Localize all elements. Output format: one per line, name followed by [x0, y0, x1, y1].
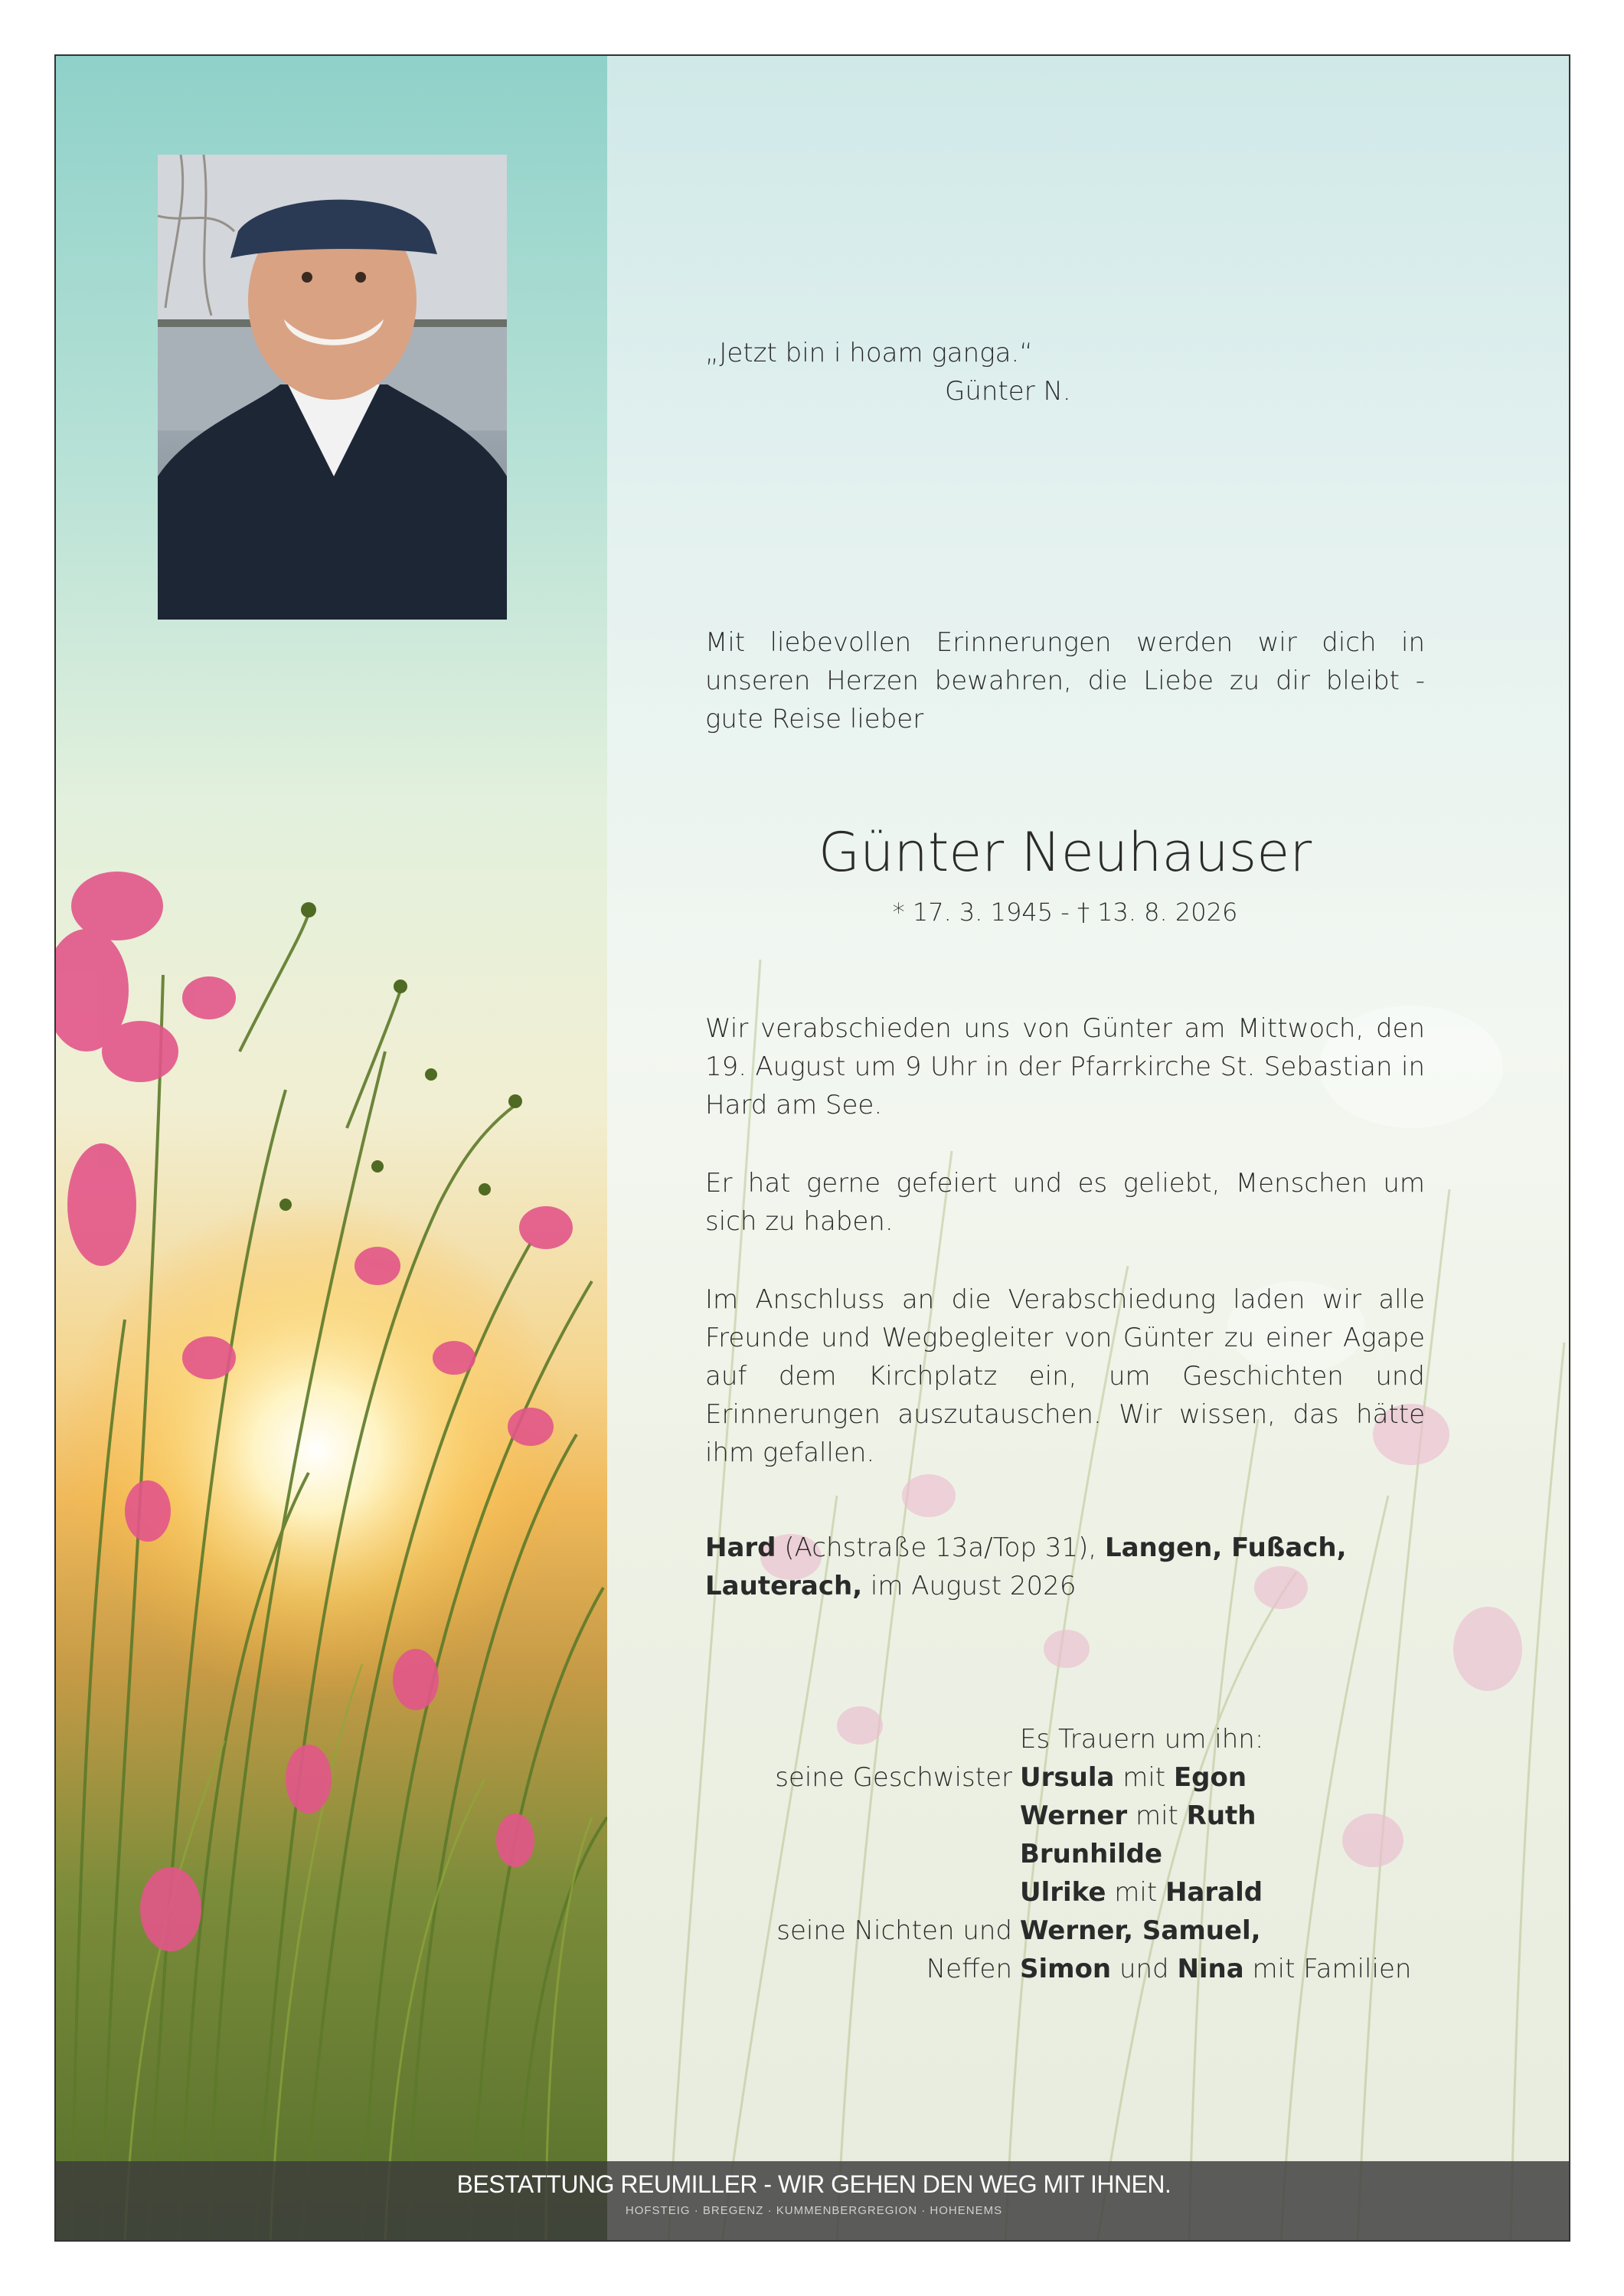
- mourner-row: Ulrike mit Harald: [1020, 1877, 1263, 1908]
- mourner-name: Ursula: [1020, 1762, 1115, 1793]
- mourner-name: Harald: [1165, 1877, 1263, 1908]
- place-address: (Achstraße 13a/Top 31),: [776, 1532, 1105, 1563]
- mourner-row: seine Geschwister Ursula mit Egon: [705, 1758, 1547, 1797]
- footer-locations: HOFSTEIG · BREGENZ · KUMMENBERGREGION · HOHENEMS: [625, 2204, 1003, 2217]
- mourner-name: Simon: [1020, 1954, 1112, 1984]
- mourner-name: Egon: [1173, 1762, 1247, 1793]
- nephews-label: seine Nichten und Neffen: [776, 1915, 1012, 1984]
- place-and-date: [705, 1529, 1425, 1605]
- mourner-name: Brunhilde: [1020, 1839, 1163, 1869]
- mourners-heading: Es Trauern um ihn:: [1020, 1724, 1264, 1755]
- place-others: Langen, Fußach,: [1104, 1532, 1347, 1563]
- mourner-name: Werner: [1020, 1800, 1128, 1831]
- mourner-row: Simon und Nina mit Familien: [1020, 1954, 1412, 1984]
- deceased-name: Günter Neuhauser: [818, 821, 1312, 884]
- portrait-illustration: [158, 155, 507, 620]
- quote-author: Günter N.: [945, 376, 1071, 407]
- mourner-row: [705, 1835, 1547, 1873]
- intro-text: Mit liebevollen Erinnerungen werden wir dich in unseren Herzen bewahren, die Liebe zu dir bleibt - gute Reise lieber: [705, 627, 1425, 734]
- mourner-row: Werner mit Ruth: [1020, 1800, 1256, 1831]
- portrait-photo: [158, 155, 507, 620]
- footer-bar: [56, 2161, 1570, 2242]
- agape-paragraph: Im Anschluss an die Verabschiedung laden wir alle Freunde und Wegbegleiter von Günter zu einer Agape auf dem Kirchplatz ein, um Geschichten und Erinnerungen auszutauschen. Wir wissen, das hätte ihm gefallen.: [705, 1284, 1425, 1468]
- mourner-name: Ulrike: [1020, 1877, 1106, 1908]
- mourners-heading-row: [705, 1720, 1547, 1758]
- personal-paragraph: Er hat gerne gefeiert und es geliebt, Menschen um sich zu haben.: [705, 1168, 1425, 1237]
- funeral-info-paragraph: Wir verabschieden uns von Günter am Mittwoch, den 19. August um 9 Uhr in der Pfarrkirche St. Sebastian in Hard am See.: [705, 1013, 1425, 1120]
- footer-slogan: BESTATTUNG REUMILLER - WIR GEHEN DEN WEG MIT IHNEN.: [456, 2170, 1171, 2198]
- life-dates: * 17. 3. 1945 - † 13. 8. 2026: [892, 898, 1238, 927]
- place-date: im August 2026: [862, 1571, 1077, 1601]
- siblings-label: seine Geschwister: [775, 1762, 1012, 1793]
- mourner-name: Nina: [1177, 1954, 1244, 1984]
- place-hard: Hard: [705, 1532, 776, 1563]
- place-lauterach: Lauterach,: [705, 1571, 863, 1601]
- mourner-name: Werner, Samuel,: [1020, 1915, 1261, 1946]
- quote-text: „Jetzt bin i hoam ganga.“: [705, 338, 1033, 368]
- mourners-list: [705, 1720, 1547, 1988]
- mourner-name: Ruth: [1186, 1800, 1256, 1831]
- obituary-card: [54, 54, 1570, 2242]
